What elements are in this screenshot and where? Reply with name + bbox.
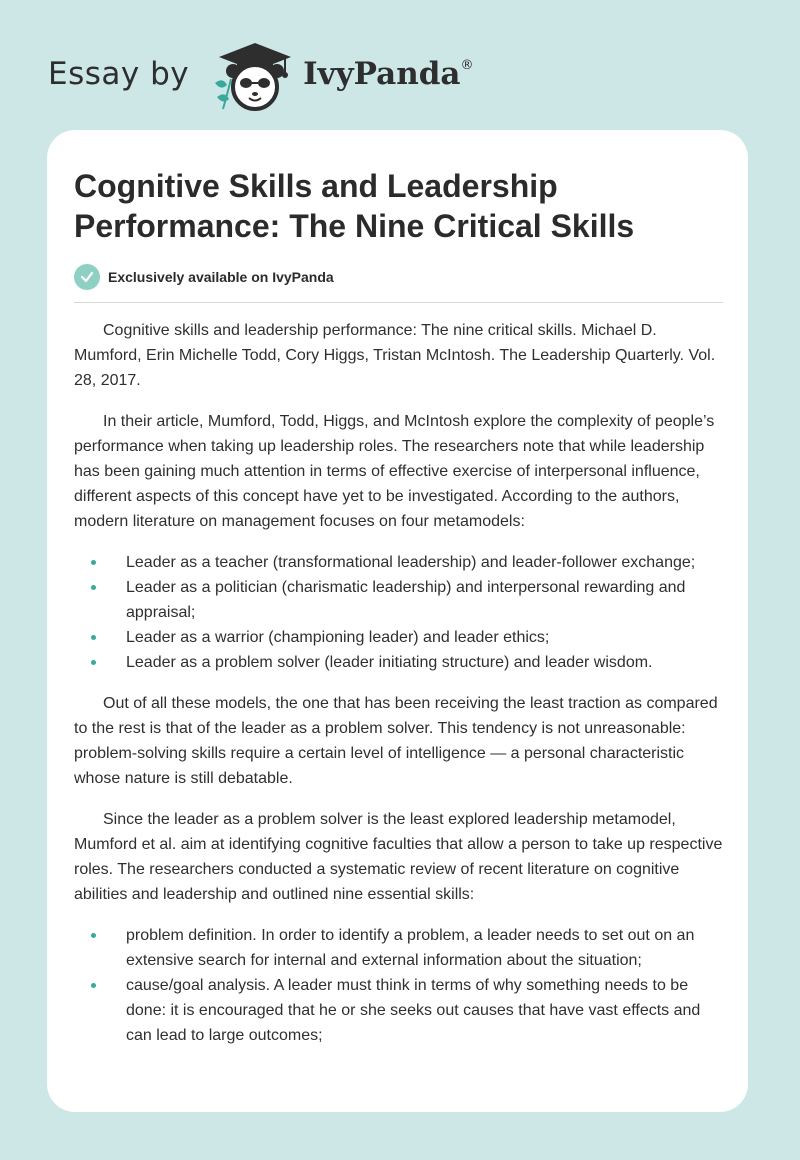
paragraph-citation: Cognitive skills and leadership performance: The nine critical skills. Michael D. Mumford, Erin Michelle Todd, Cory Higgs, Tristan McIntosh. The Leadership Quarterly. Vol. 28, 2017.: [74, 322, 716, 389]
exclusive-badge: [74, 264, 334, 290]
list-item: cause/goal analysis. A leader must think in terms of why something needs to be done: it is encouraged that he or she seeks out causes that have vast effects and can lead to large outcomes;: [74, 973, 724, 1048]
bullet-icon: [91, 660, 96, 665]
site-header: [48, 34, 474, 114]
bullet-icon: [91, 635, 96, 640]
essay-card: [47, 130, 748, 1112]
paragraph-intro: In their article, Mumford, Todd, Higgs, and McIntosh explore the complexity of people’s performance when taking up leadership roles. The researchers note that while leadership has been gaining much attention in terms of effective exercise of interpersonal influence, different aspects of this concept have yet to be investigated. According to the authors, modern literature on management focuses on four metamodels:: [74, 413, 715, 530]
list-item: Leader as a politician (charismatic leadership) and interpersonal rewarding and appraisal;: [74, 575, 724, 625]
divider: [74, 302, 723, 303]
skills-list: [74, 923, 724, 1048]
metamodels-list: [74, 550, 724, 675]
bullet-icon: [91, 983, 96, 988]
list-item: problem definition. In order to identify a problem, a leader needs to set out on an extensive search for internal and external information about the situation;: [74, 923, 724, 973]
essay-body: [74, 318, 724, 1064]
essay-by-label: Essay by: [48, 56, 190, 92]
bullet-icon: [91, 933, 96, 938]
panda-logo-icon[interactable]: [205, 35, 297, 113]
paragraph-skills: Since the leader as a problem solver is the least explored leadership metamodel, Mumford et al. aim at identifying cognitive faculties that allow a person to take up respective roles. The researchers conducted a systematic review of recent literature on cognitive abilities and leadership and outlined nine essential skills:: [74, 811, 723, 903]
check-circle-icon: [74, 264, 100, 290]
list-item: Leader as a problem solver (leader initiating structure) and leader wisdom.: [74, 650, 724, 675]
brand-name[interactable]: IvyPanda®: [303, 56, 474, 92]
bullet-icon: [91, 560, 96, 565]
bullet-icon: [91, 585, 96, 590]
exclusive-badge-label: Exclusively available on IvyPanda: [108, 269, 334, 285]
list-item: Leader as a warrior (championing leader) and leader ethics;: [74, 625, 724, 650]
paragraph-models: Out of all these models, the one that has been receiving the least traction as compared to the rest is that of the leader as a problem solver. This tendency is not unreasonable: problem-solving skills require a certain level of intelligence — a personal characteristic whose nature is still debatable.: [74, 695, 718, 787]
page-title: Cognitive Skills and Leadership Performance: The Nine Critical Skills: [74, 168, 635, 244]
registered-mark: ®: [460, 57, 474, 73]
list-item: Leader as a teacher (transformational leadership) and leader-follower exchange;: [74, 550, 724, 575]
